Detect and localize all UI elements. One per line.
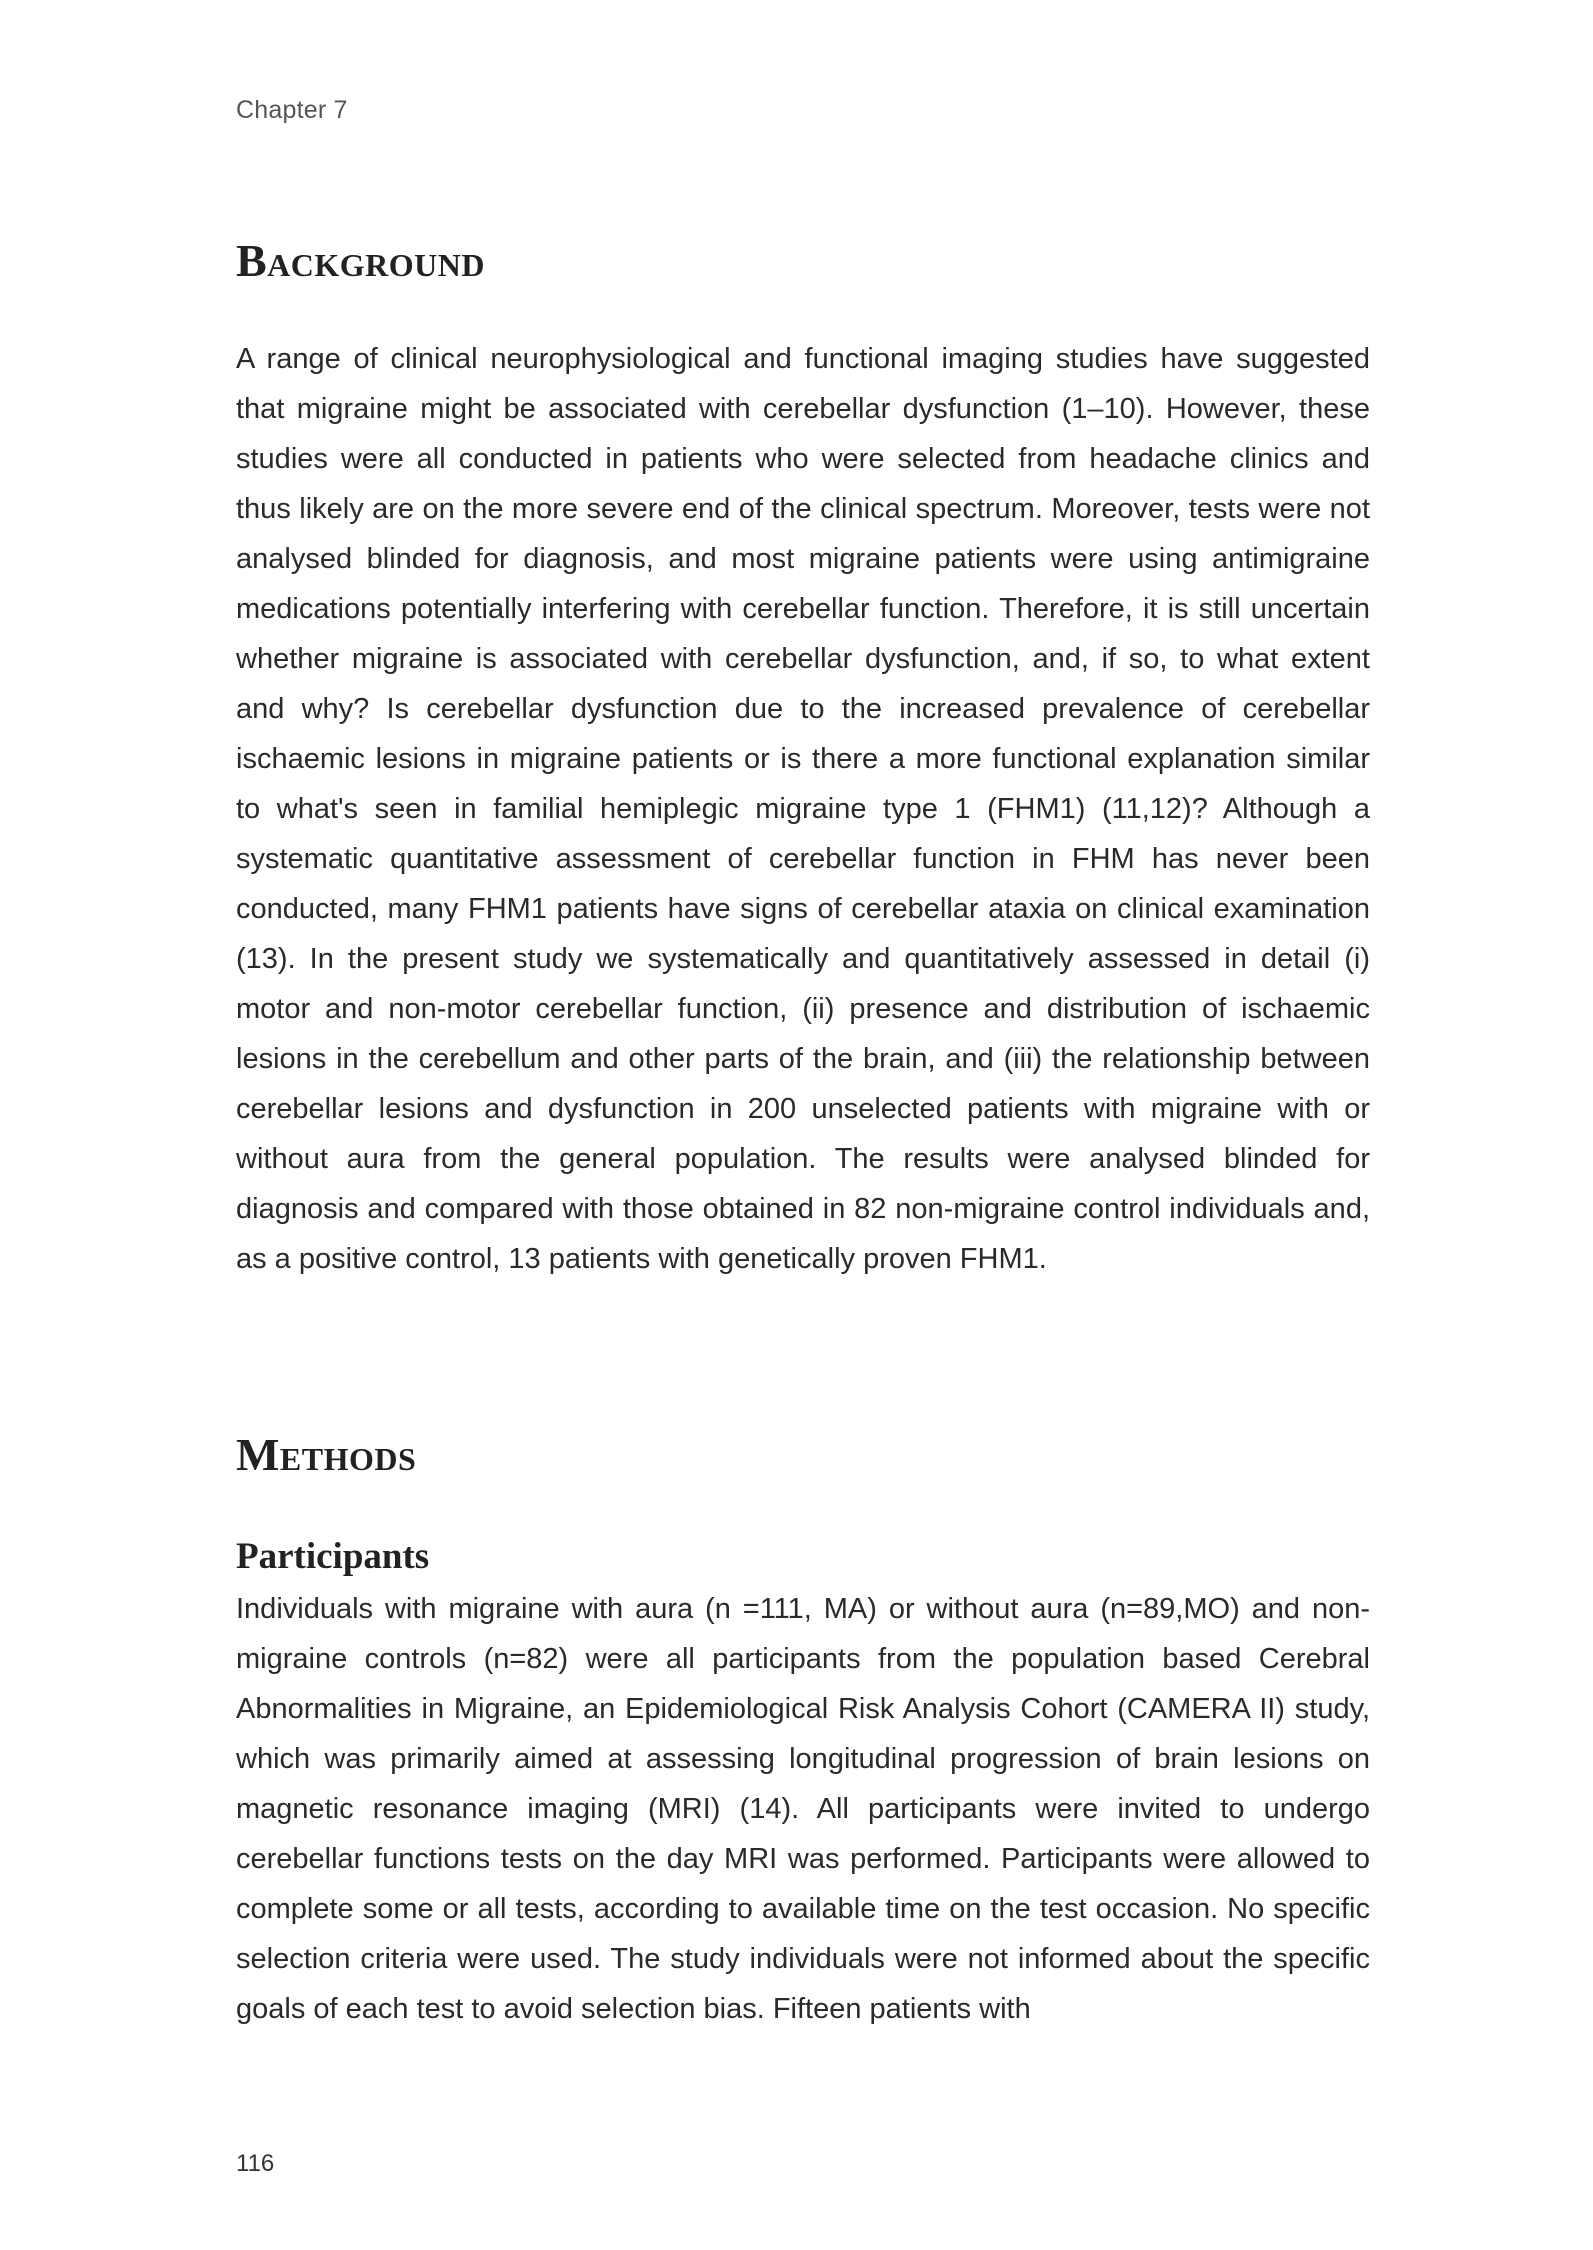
running-head: Chapter 7	[236, 96, 348, 124]
page-number: 116	[236, 2150, 275, 2177]
participants-paragraph: Individuals with migraine with aura (n =111, MA) or without aura (n=89,MO) and non-migraine controls (n=82) were all participants from the population based Cerebral Abnormalities in Migraine, an Epidemiological Risk Analysis Cohort (CAMERA II) study, which was primarily aimed at assessing longitudinal progression of brain lesions on magnetic resonance imaging (MRI) (14). All participants were invited to undergo cerebellar functions tests on the day MRI was performed. Participants were allowed to complete some or all tests, according to available time on the test occasion. No specific selection criteria were used. The study individuals were not informed about the specific goals of each test to avoid selection bias. Fifteen patients with	[236, 1593, 1370, 2025]
background-paragraph: A range of clinical neurophysiological and functional imaging studies have suggested that migraine might be associated with cerebellar dysfunction (1–10). However, these studies were all conducted in patients who were selected from headache clinics and thus likely are on the more severe end of the clinical spectrum. Moreover, tests were not analysed blinded for diagnosis, and most migraine patients were using antimigraine medications potentially interfering with cerebellar function. Therefore, it is still uncertain whether migraine is associated with cerebellar dysfunction, and, if so, to what extent and why? Is cerebellar dysfunction due to the increased prevalence of cerebellar ischaemic lesions in migraine patients or is there a more functional explanation similar to what's seen in familial hemiplegic migraine type 1 (FHM1) (11,12)? Although a systematic quantitative assessment of cerebellar function in FHM has never been conducted, many FHM1 patients have signs of cerebellar ataxia on clinical examination (13). In the present study we systematically and quantitatively assessed in detail (i) motor and non-motor cerebellar function, (ii) presence and distribution of ischaemic lesions in the cerebellum and other parts of the brain, and (iii) the relationship between cerebellar lesions and dysfunction in 200 unselected patients with migraine with or without aura from the general population. The results were analysed blinded for diagnosis and compared with those obtained in 82 non-migraine control individuals and, as a positive control, 13 patients with genetically proven FHM1.	[236, 343, 1370, 1275]
subsection-heading-participants: Participants	[236, 1536, 430, 1577]
section-heading-background: Background	[236, 235, 486, 286]
section-heading-methods: Methods	[236, 1429, 417, 1480]
